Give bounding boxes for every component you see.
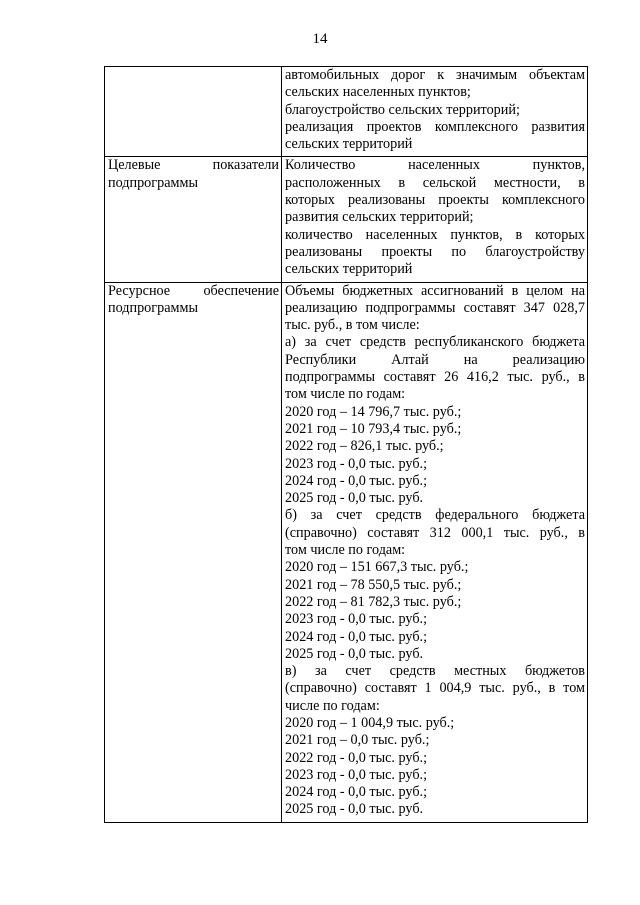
page-number: 14 (312, 31, 328, 47)
row-content-cell (282, 67, 588, 157)
content-line: 2020 год – 151 667,3 тыс. руб.; (285, 559, 469, 576)
content-line: 2022 год – 826,1 тыс. руб.; (285, 438, 444, 455)
content-line: 2023 год - 0,0 тыс. руб.; (285, 611, 428, 628)
label-line: Ресурсное обеспечение (108, 282, 279, 299)
content-line: подпрограммы составят 26 416,2 тыс. руб., в (285, 369, 585, 386)
row-label-cell (105, 157, 282, 282)
content-line: реализация проектов комплексного развития (285, 118, 585, 135)
content-line: 2025 год - 0,0 тыс. руб. (285, 645, 424, 662)
content-line: (справочно) составят 312 000,1 тыс. руб., в (285, 524, 585, 541)
content-line: 2021 год – 0,0 тыс. руб.; (285, 732, 430, 749)
content-line: Республики Алтай на реализацию (285, 351, 585, 368)
content-line: 2024 год - 0,0 тыс. руб.; (285, 472, 428, 489)
content-line: развития сельских территорий; (285, 209, 474, 226)
content-line: (справочно) составят 1 004,9 тыс. руб., в том (285, 680, 585, 697)
content-line: 2021 год – 78 550,5 тыс. руб.; (285, 576, 462, 593)
table-row (105, 282, 588, 822)
content-line: б) за счет средств федерального бюджета (285, 507, 585, 524)
content-line: 2023 год - 0,0 тыс. руб.; (285, 766, 428, 783)
content-line: сельских населенных пунктов; (285, 84, 471, 101)
table-row (105, 157, 588, 282)
content-line: благоустройство сельских территорий; (285, 101, 520, 118)
content-line: тыс. руб., в том числе: (285, 317, 420, 334)
content-line: том числе по годам: (285, 542, 406, 559)
row-label-cell (105, 282, 282, 822)
row-label-cell (105, 67, 282, 157)
label-line: подпрограммы (108, 174, 198, 191)
subprogram-passport-table (104, 66, 588, 823)
content-line: 2022 год – 81 782,3 тыс. руб.; (285, 593, 462, 610)
content-line: реализованы проекты по благоустройству (285, 243, 585, 260)
content-line: 2020 год – 1 004,9 тыс. руб.; (285, 714, 455, 731)
content-line: числе по годам: (285, 697, 380, 714)
table-body (105, 67, 588, 823)
content-line: Количество населенных пунктов, (285, 157, 585, 174)
content-line: автомобильных дорог к значимым объектам (285, 67, 585, 83)
row-content-cell (282, 157, 588, 282)
content-line: 2022 год - 0,0 тыс. руб.; (285, 749, 428, 766)
label-line: Целевые показатели (108, 157, 279, 174)
content-line: Объемы бюджетных ассигнований в целом на (285, 282, 585, 299)
content-line: 2020 год – 14 796,7 тыс. руб.; (285, 403, 462, 420)
content-line: реализацию подпрограммы составят 347 028,7 (285, 299, 585, 316)
content-line: в) за счет средств местных бюджетов (285, 663, 585, 680)
content-line: 2021 год – 10 793,4 тыс. руб.; (285, 420, 462, 437)
content-line: сельских территорий (285, 261, 413, 278)
content-line: которых реализованы проекты комплексного (285, 192, 585, 209)
content-line: сельских территорий (285, 136, 413, 153)
content-line: 2023 год - 0,0 тыс. руб.; (285, 455, 428, 472)
content-line: а) за счет средств республиканского бюджета (285, 334, 585, 351)
content-line: 2025 год - 0,0 тыс. руб. (285, 490, 424, 507)
content-line: 2025 год - 0,0 тыс. руб. (285, 801, 424, 818)
content-line: 2024 год - 0,0 тыс. руб.; (285, 628, 428, 645)
row-content-cell (282, 282, 588, 822)
label-line: подпрограммы (108, 299, 198, 316)
content-line: количество населенных пунктов, в которых (285, 226, 585, 243)
table-row (105, 67, 588, 157)
content-line: расположенных в сельской местности, в (285, 174, 585, 191)
content-line: 2024 год - 0,0 тыс. руб.; (285, 784, 428, 801)
content-line: том числе по годам: (285, 386, 406, 403)
